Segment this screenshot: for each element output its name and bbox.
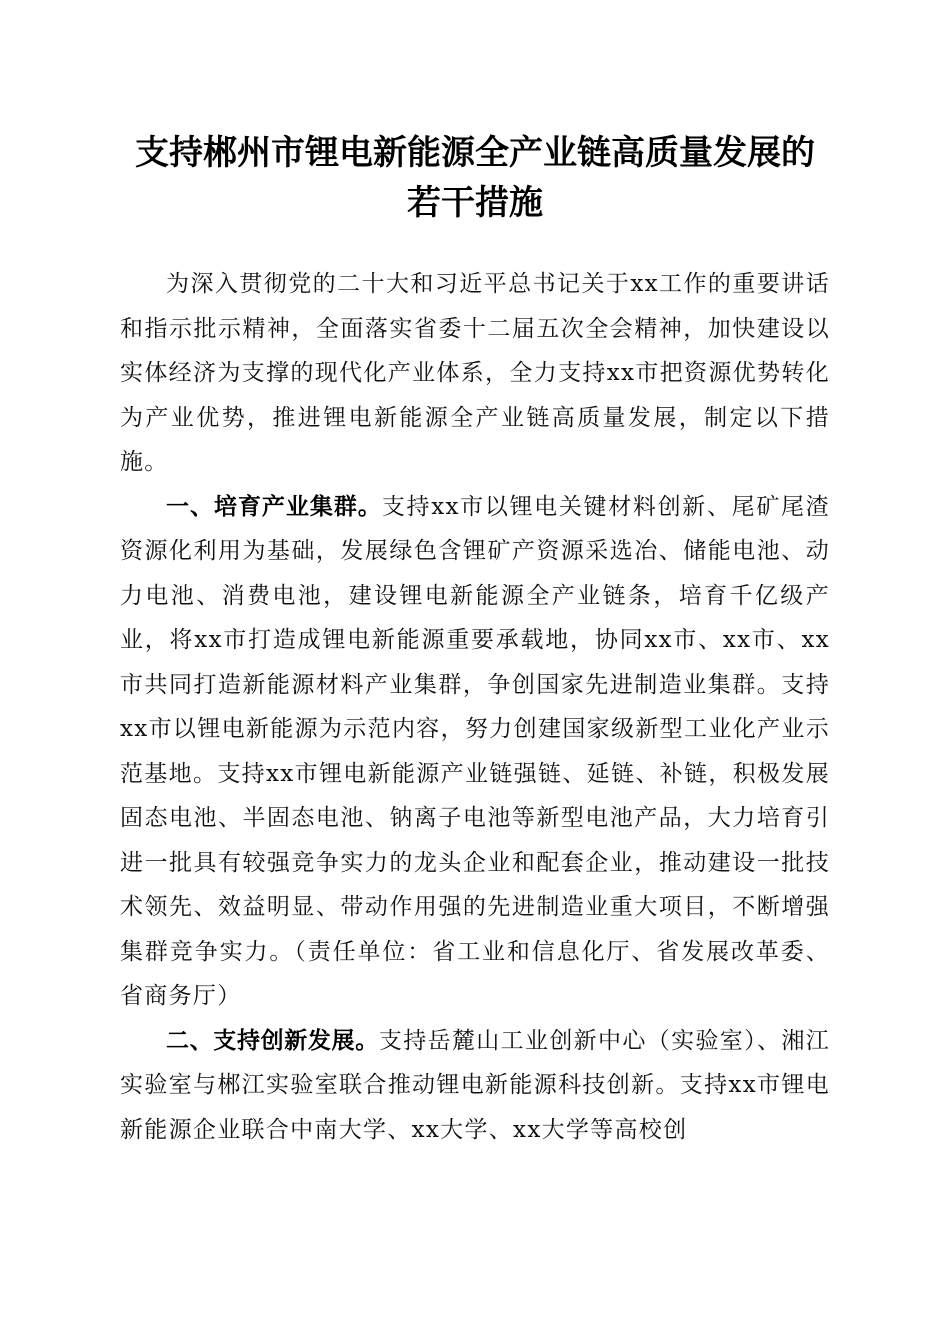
- title-line-1: 支持郴州市锂电新能源全产业链高质量发展的: [135, 133, 815, 173]
- section-text-2: 支持岳麓山工业创新中心（实验室）、湘江实验室与郴江实验室联合推动锂电新能源科技创新。支持xx市锂电新能源企业联合中南大学、xx大学、xx大学等高校创: [120, 1027, 831, 1143]
- document-title: [120, 128, 830, 228]
- document-page: [120, 128, 830, 1152]
- section-paragraph-2: [120, 1019, 830, 1153]
- section-heading-2: 二、支持创新发展。: [166, 1027, 379, 1054]
- intro-paragraph: 为深入贯彻党的二十大和习近平总书记关于xx工作的重要讲话和指示批示精神，全面落实省委十二届五次全会精神，加快建设以实体经济为支撑的现代化产业体系，全力支持xx市把资源优势转化为产业优势，推进锂电新能源全产业链高质量发展，制定以下措施。: [120, 271, 830, 475]
- section-text-1: 支持xx市以锂电关键材料创新、尾矿尾渣资源化利用为基础，发展绿色含锂矿产资源采选冶、储能电池、动力电池、消费电池，建设锂电新能源全产业链条，培育千亿级产业，将xx市打造成锂电新能源重要承载地，协同xx市、xx市、xx市共同打造新能源材料产业集群，争创国家先进制造业集群。支持xx市以锂电新能源为示范内容，努力创建国家级新型工业化产业示范基地。支持xx市锂电新能源产业链强链、延链、补链，积极发展固态电池、半固态电池、钠离子电池等新型电池产品，大力培育引进一批具有较强竞争实力的龙头企业和配套企业，推动建设一批技术领先、效益明显、带动作用强的先进制造业重大项目，不断增强集群竞争实力。（责任单位：省工业和信息化厅、省发展改革委、省商务厅）: [120, 493, 830, 1009]
- section-paragraph-1: [120, 485, 830, 1019]
- title-line-2: 若干措施: [407, 183, 543, 223]
- document-body: [120, 262, 830, 1152]
- section-heading-1: 一、培育产业集群。: [166, 493, 382, 520]
